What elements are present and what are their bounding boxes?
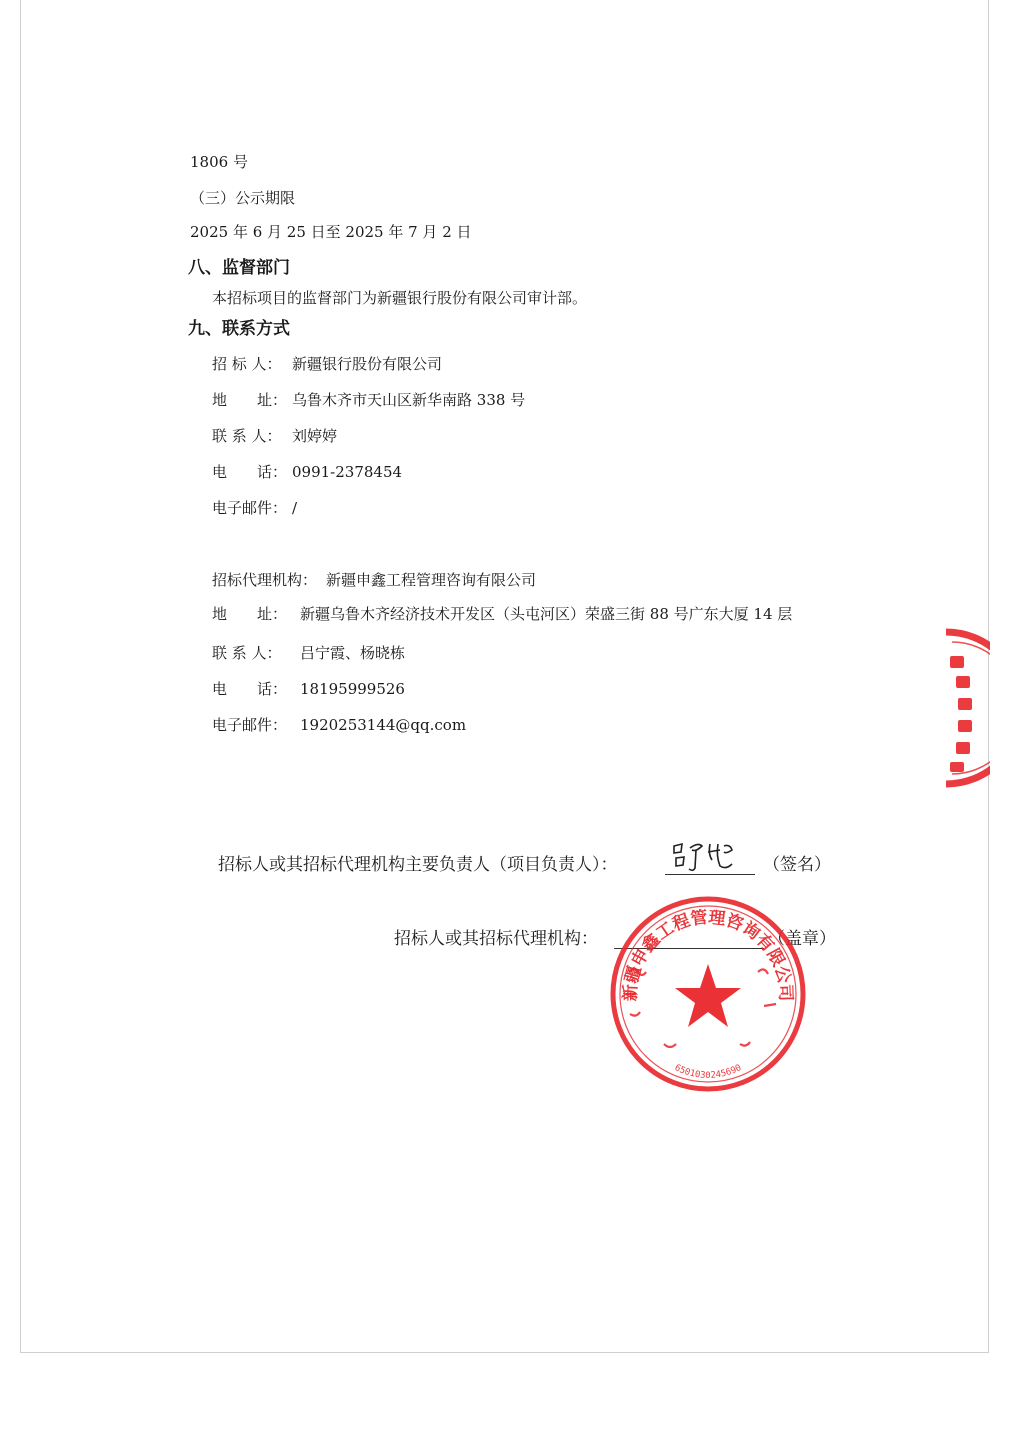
intro-line-3: 2025 年 6 月 25 日至 2025 年 7 月 2 日: [190, 223, 472, 241]
agency-phone-label: 电 话：: [212, 680, 288, 698]
intro-line-2: （三）公示期限: [190, 189, 296, 207]
stamp-line-suffix: （盖章）: [768, 929, 836, 949]
tenderer-phone-value: 0991-2378454: [292, 463, 403, 481]
tenderer-label: 招 标 人：: [212, 355, 282, 373]
handwritten-signature: [668, 836, 748, 876]
tenderer-email-value: /: [292, 499, 298, 517]
section-9-heading: 九、联系方式: [188, 319, 290, 339]
agency-email-label: 电子邮件：: [212, 716, 288, 734]
stamp-line-text: 招标人或其招标代理机构：: [394, 929, 598, 949]
tenderer-value: 新疆银行股份有限公司: [292, 355, 443, 373]
svg-text:新疆申鑫工程管理咨询有限公司: 新疆申鑫工程管理咨询有限公司: [620, 907, 796, 1002]
agency-email-value: 1920253144@qq.com: [300, 716, 467, 734]
agency-address-label: 地 址：: [212, 605, 288, 623]
signature-suffix: （签名）: [763, 855, 831, 875]
intro-line-1: 1806 号: [190, 153, 248, 171]
agency-value: 新疆申鑫工程管理咨询有限公司: [326, 571, 537, 589]
agency-phone-value: 18195999526: [300, 680, 405, 698]
agency-contact-value: 吕宁霞、杨晓栋: [300, 644, 406, 662]
document-page: [20, 0, 989, 1353]
tenderer-contact-value: 刘婷婷: [292, 427, 338, 445]
tenderer-address-value: 乌鲁木齐市天山区新华南路 338 号: [292, 391, 526, 409]
company-seal: [608, 894, 808, 1094]
agency-address-value: 新疆乌鲁木齐经济技术开发区（头屯河区）荣盛三街 88 号广东大厦 14 层: [300, 605, 793, 623]
agency-contact-label: 联 系 人：: [212, 644, 282, 662]
agency-label: 招标代理机构：: [212, 571, 318, 589]
tenderer-email-label: 电子邮件：: [212, 499, 288, 517]
tenderer-address-label: 地 址：: [212, 391, 288, 409]
section-8-text: 本招标项目的监督部门为新疆银行股份有限公司审计部。: [212, 289, 588, 307]
svg-text:6501030245690: 6501030245690: [672, 1063, 744, 1081]
section-8-heading: 八、监督部门: [188, 258, 290, 278]
tenderer-phone-label: 电 话：: [212, 463, 288, 481]
edge-seal: [936, 628, 990, 788]
tenderer-contact-label: 联 系 人：: [212, 427, 282, 445]
signature-text: 招标人或其招标代理机构主要负责人（项目负责人）：: [218, 855, 618, 875]
